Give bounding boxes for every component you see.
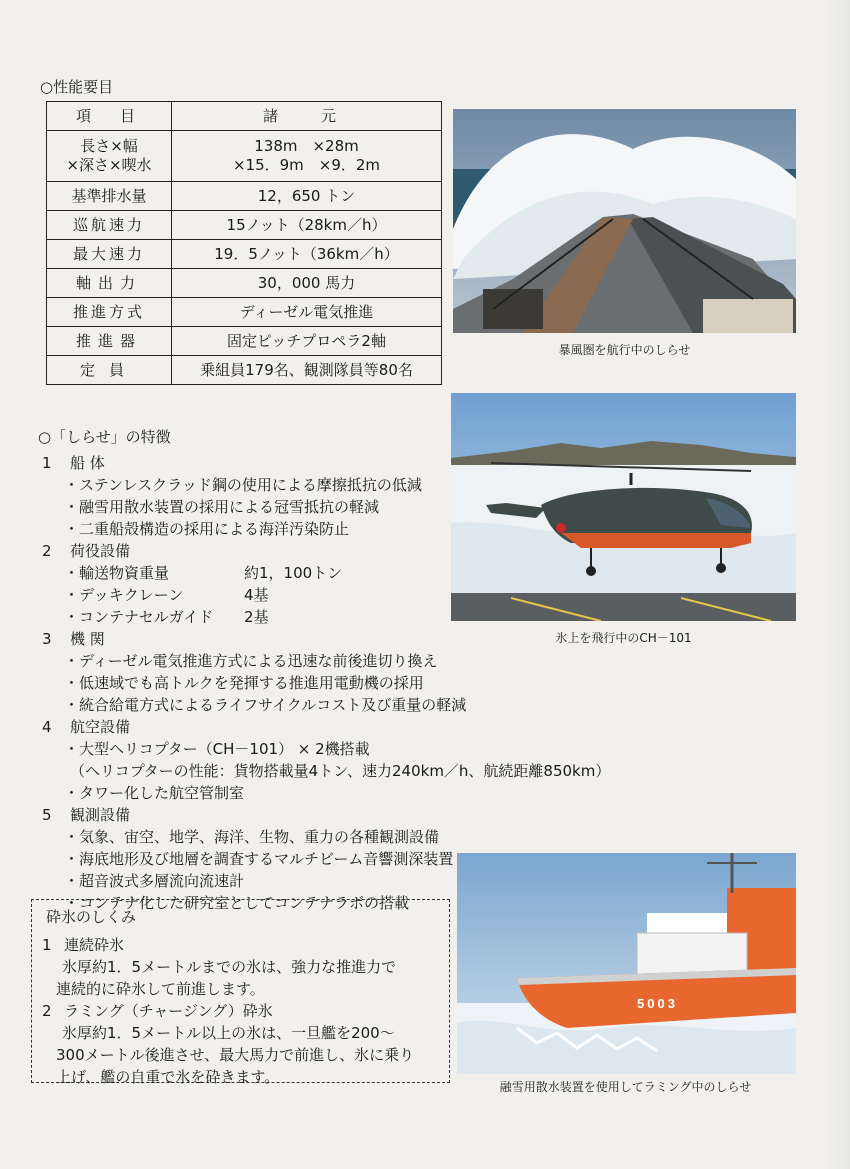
icebreaking-body — [42, 934, 414, 1088]
feature-item: ・大型ヘリコプター（CH－101） × 2機搭載 — [64, 740, 370, 758]
spec-label: 基準排水量 — [47, 182, 172, 211]
section-title: 航空設備 — [70, 718, 131, 736]
spec-row — [47, 298, 442, 327]
qty-value: 2基 — [244, 608, 269, 626]
spec-label: 定員 — [47, 356, 172, 385]
spec-label: 推進器 — [47, 327, 172, 356]
spec-label: 最大速力 — [47, 240, 172, 269]
features-heading: ○「しらせ」の特徴 — [38, 428, 171, 446]
feature-item: ・コンテナ化した研究室としてコンテナラボの搭載 — [64, 894, 410, 912]
method-name: 連続砕氷 — [64, 936, 125, 954]
qty-label: ・デッキクレーン — [64, 586, 184, 604]
qty-value: 4基 — [244, 586, 269, 604]
spec-label: 推進方式 — [47, 298, 172, 327]
spec-row — [47, 356, 442, 385]
spec-row — [47, 269, 442, 298]
feature-section-title — [40, 804, 610, 826]
ramming-caption: 融雪用散水装置を使用してラミング中のしらせ — [499, 1080, 752, 1094]
method-text: 300メートル後進させ、最大馬力で前進し、氷に乗り — [56, 1046, 415, 1064]
spec-value: 乗組員179名、観測隊員等80名 — [172, 356, 442, 385]
page-edge — [826, 0, 850, 1169]
feature-item: ・気象、宙空、地学、海洋、生物、重力の各種観測設備 — [64, 828, 440, 846]
spec-row — [47, 240, 442, 269]
icebreaking-box — [31, 899, 450, 1086]
qty-label: ・輸送物資重量 — [64, 564, 170, 582]
icebreaking-title: 砕氷のしくみ — [46, 908, 137, 926]
feature-item: ・ディーゼル電気推進方式による迅速な前後進切り換え — [64, 652, 438, 670]
section-number: 4 — [42, 718, 52, 736]
spec-value: 19．5ノット（36km／h） — [172, 240, 442, 269]
method-text: 上げ、艦の自重で氷を砕きます。 — [56, 1068, 280, 1086]
method-number: 2 — [42, 1002, 52, 1020]
feature-item: ・超音波式多層流向流速計 — [64, 872, 245, 890]
feature-item: ・二重船殻構造の採用による海洋汚染防止 — [64, 520, 350, 538]
spec-row — [47, 182, 442, 211]
feature-item: ・低速域でも高トルクを発揮する推進用電動機の採用 — [64, 674, 424, 692]
qty-value: 約1，100トン — [244, 564, 343, 582]
section-title: 機 関 — [70, 630, 105, 648]
method-title — [42, 1000, 414, 1022]
feature-item: ・融雪用散水装置の採用による冠雪抵抗の軽減 — [64, 498, 380, 516]
spec-value: 30，000 馬力 — [172, 269, 442, 298]
feature-item: ・統合給電方式によるライフサイクルコスト及び重量の軽減 — [64, 696, 467, 714]
feature-item: ・タワー化した航空管制室 — [64, 784, 245, 802]
feature-item: ・ステンレスクラッド鋼の使用による摩擦抵抗の低減 — [64, 476, 422, 494]
hull-number: 5003 — [637, 996, 678, 1011]
section-number: 2 — [42, 542, 52, 560]
spec-value: 12，650 トン — [172, 182, 442, 211]
spec-label: 軸出力 — [47, 269, 172, 298]
spec-value: 固定ピッチプロペラ2軸 — [172, 327, 442, 356]
spec-value-line2: ×15．9m ×9．2m — [232, 156, 381, 174]
spec-header-item: 項 目 — [47, 102, 172, 131]
spec-row — [47, 211, 442, 240]
section-title: 船 体 — [70, 454, 105, 472]
spec-value-line1: 138m ×28m — [254, 137, 359, 155]
method-number: 1 — [42, 936, 52, 954]
section-number: 1 — [42, 454, 52, 472]
spec-value: ディーゼル電気推進 — [172, 298, 442, 327]
helicopter-photo — [451, 393, 796, 621]
feature-item: ・海底地形及び地層を調査するマルチビーム音響測深装置 — [64, 850, 454, 868]
method-text: 氷厚約1．5メートル以上の氷は、一旦艦を200～ — [62, 1024, 395, 1042]
qty-label: ・コンテナセルガイド — [64, 608, 214, 626]
spec-row — [47, 327, 442, 356]
section-number: 5 — [42, 806, 52, 824]
spec-header-spec: 諸 元 — [172, 102, 442, 131]
feature-note: （ヘリコプターの性能：貨物搭載量4トン、速力240km／h、航続距離850km） — [70, 762, 611, 780]
spec-label: 巡航速力 — [47, 211, 172, 240]
spec-label-line1: 長さ×幅 — [80, 137, 138, 155]
feature-section-title — [40, 716, 610, 738]
performance-heading: ○性能要目 — [40, 78, 114, 96]
method-text: 氷厚約1．5メートルまでの氷は、強力な推進力で — [62, 958, 397, 976]
method-title — [42, 934, 414, 956]
storm-caption: 暴風圏を航行中のしらせ — [558, 343, 691, 357]
spec-label-line2: ×深さ×喫水 — [66, 156, 152, 174]
spec-value: 15ノット（28km／h） — [172, 211, 442, 240]
spec-table — [46, 101, 442, 385]
section-title: 荷役設備 — [70, 542, 131, 560]
storm-photo — [453, 109, 796, 333]
spec-label — [47, 131, 172, 182]
ramming-photo — [457, 853, 796, 1074]
method-text: 連続的に砕氷して前進します。 — [56, 980, 265, 998]
spec-row — [47, 131, 442, 182]
spec-header-row — [47, 102, 442, 131]
method-name: ラミング（チャージング）砕氷 — [64, 1002, 273, 1020]
section-number: 3 — [42, 630, 52, 648]
helicopter-caption: 氷上を飛行中のCH－101 — [555, 631, 692, 645]
spec-value — [172, 131, 442, 182]
section-title: 観測設備 — [70, 806, 131, 824]
